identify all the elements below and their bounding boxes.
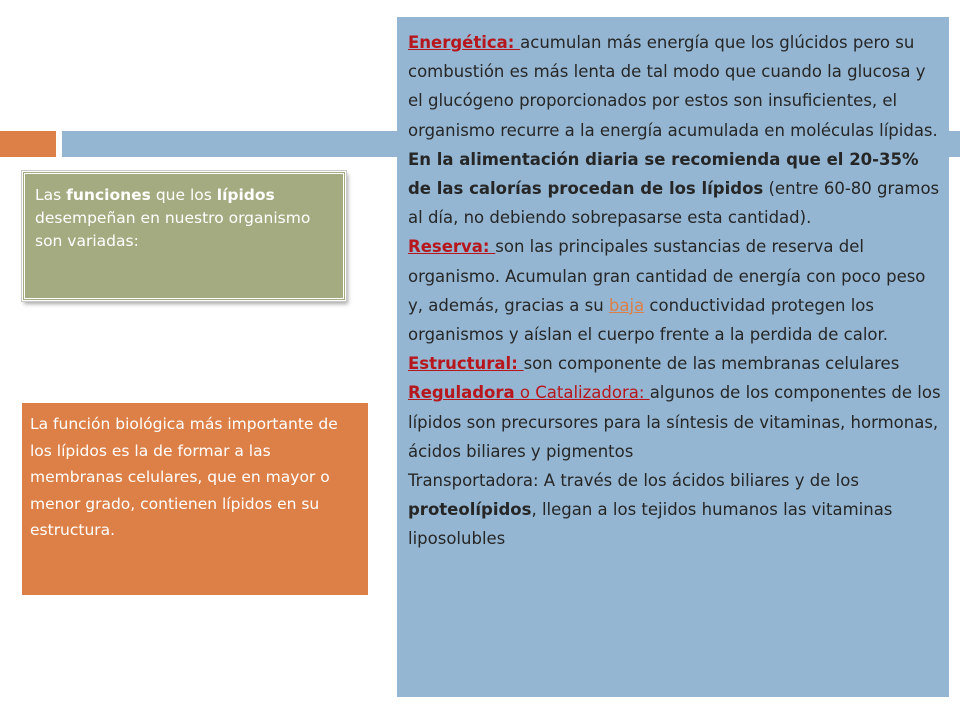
biological-function-text: La función biológica más importante de los lípidos es la de formar a las membranas celulares, que en mayor o menor grado, contienen lípidos en su estructura. <box>30 415 338 539</box>
item-energetica <box>408 28 943 232</box>
estructural-text: son componente de las membranas celulares <box>523 354 900 374</box>
transportadora-text-1: Transportadora: A través de los ácidos biliares y de los <box>408 471 859 491</box>
energetica-text: acumulan más energía que los glúcidos pero su combustión es más lenta de tal modo que cuando la glucosa y el glucógeno proporcionados por estos son insuficientes, el organismo recurre a la energía acumulada en moléculas lípidas. <box>408 33 938 140</box>
transportadora-text-2: , llegan a los tejidos humanos las vitaminas liposolubles <box>408 500 893 549</box>
label-reserva: Reserva: <box>408 237 496 257</box>
lipid-functions-list <box>397 17 949 697</box>
item-estructural <box>408 349 943 378</box>
biological-function-box <box>22 403 368 595</box>
item-transportadora <box>408 466 943 554</box>
intro-lipidos: lípidos <box>216 186 275 204</box>
energetica-bold: En la alimentación diaria se recomienda que el 20-35% de las calorías procedan de los lípidos <box>408 149 919 199</box>
reguladora-text: algunos de los componentes de los lípidos son precursores para la síntesis de vitaminas, hormonas, ácidos biliares y pigmentos <box>408 383 941 461</box>
label-energetica: Energética: <box>408 33 521 52</box>
intro-text-1: Las <box>35 186 67 204</box>
transportadora-bold: proteolípidos <box>408 500 532 520</box>
intro-funciones: funciones <box>66 186 151 204</box>
intro-text-3: desempeñan en nuestro organismo son variadas: <box>35 209 311 250</box>
reserva-text-2: conductividad protegen los organismos y aíslan el cuerpo frente a la perdida de calor. <box>408 295 889 345</box>
energetica-tail: (entre 60-80 gramos al día, no debiendo sobrepasarse esta cantidad). <box>408 179 940 228</box>
functions-intro-box <box>22 171 346 301</box>
label-reguladora: Reguladora <box>408 383 515 403</box>
label-catalizadora: o Catalizadora: <box>514 383 650 403</box>
item-reserva <box>408 232 943 349</box>
header-accent-bar-orange <box>0 131 56 157</box>
link-baja[interactable]: baja <box>608 295 645 315</box>
label-estructural: Estructural: <box>408 354 524 374</box>
item-reguladora <box>408 378 943 466</box>
reserva-text-1: son las principales sustancias de reserva del organismo. Acumulan gran cantidad de energía con poco peso y, además, gracias a su <box>408 237 926 315</box>
intro-text-2: que los <box>150 186 217 204</box>
